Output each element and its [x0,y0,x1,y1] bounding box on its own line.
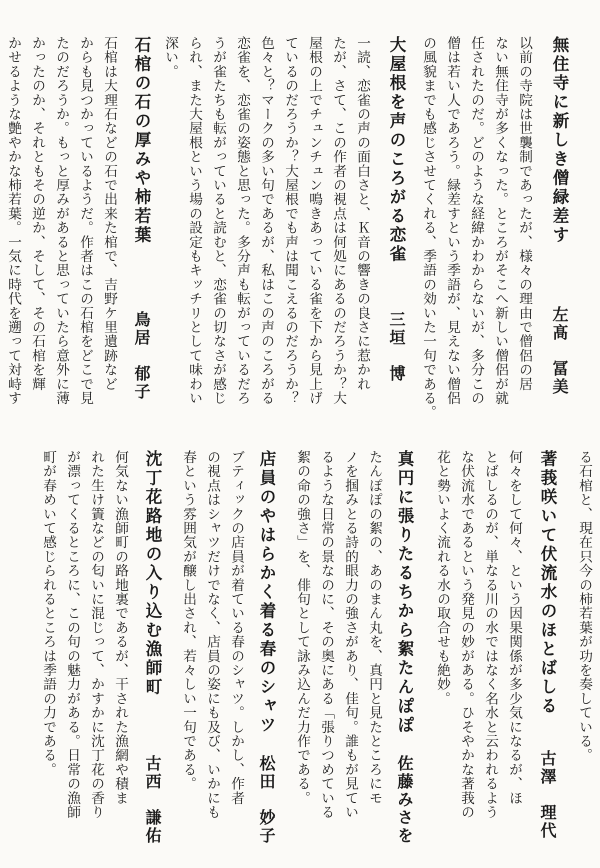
body-line: が漂ってくるところに、この句の魅力がある。日常の漁師 [64,450,80,820]
body-line: たが、さて、この作者の視点は何処にあるのだろうか？大 [330,36,346,406]
body-line: 春という雰囲気が醸し出され、若々しい一句である。 [180,450,196,791]
article-title: 無住寺に新しき僧緑差す [550,36,569,245]
article-author: 鳥居 郁子 [132,311,151,401]
article-author: 佐藤みさを [395,755,414,845]
body-line: 一読、恋雀の声の面白さと、Ｋ音の響きの良さに惹かれ [354,36,370,391]
body-line: かせるような艶やかな柿若葉。一気に時代を遡って対峙す [5,36,21,406]
body-line: からも見つかっているようだ。作者はこの石棺をどこで見 [77,36,93,406]
body-line: かったのか、それともその逆か、そして、その石棺を輝 [29,36,45,391]
body-line: 僧は若い人であろう。緑差すという季語が、見えない僧侶 [444,36,460,406]
body-line: 何気ない漁師町の路地裏であるが、干された漁網や積ま [112,450,128,805]
body-line: の視点はシャツだけでなく、店員の姿にも及び、いかにも [204,450,220,820]
body-line: たのだろうか。もっと厚みがあると思っていたら意外に薄 [53,36,69,406]
body-line: うが雀たちも転がっていると読むと、恋雀の切なさが感じ [210,36,226,406]
body-line: られ、また大屋根という場の設定もキッチリとして味わい [186,36,202,406]
body-line: 以前の寺院は世襲制であったが、様々の理由で僧侶の居 [516,36,532,391]
body-line: ブティックの店員が着ている春のシャツ。しかし、作者 [228,450,244,805]
body-line: 石棺は大理石などの石で出来た棺で、吉野ケ里遺跡など [101,36,117,391]
article-title: 著莪咲いて伏流水のほとばしる [538,450,557,716]
body-line: 町が春めいて感じられるところは季語の力である。 [40,450,56,777]
body-line: 深い。 [162,36,178,79]
body-line: る石棺と、現在只今の柿若葉が功を奏している。 [576,450,592,763]
body-line: な伏流水であるという発見の妙がある。ひそやかな著莪の [458,450,474,820]
body-line: 任されたのだ。どのような経緯かわからないが、多分この [468,36,484,406]
article-title: 沈丁花路地の入り込む漁師町 [143,450,162,697]
article-author: 三垣 博 [387,311,406,383]
body-line: 色々と？マークの多い句であるが、私はこの声のころがる [258,36,274,406]
body-line: ない無住寺が多くなった。ところがそこへ新しい僧侶が就 [492,36,508,406]
body-line: とばしるのが、単なる川の水ではなく名水と云われるよう [482,450,498,820]
article-author: 古澤 理代 [538,750,557,840]
body-line: の風貌までも感じさせてくれる、季語の効いた一句である。 [420,36,436,420]
article-title: 真円に張りたるちから絮たんぽぽ [395,450,414,735]
article-author: 古西 謙佑 [143,755,162,845]
body-line: 屋根の上でチュンチュン鳴きあっている雀を下から見上げ [306,36,322,406]
article-title: 石棺の石の厚みや柿若葉 [132,36,151,245]
body-line: ているのだろうか？大屋根でも声は聞こえるのだろうか？ [282,36,298,406]
body-line: 花と勢いよく流れる水の取合せも絶妙。 [434,450,450,706]
body-line: 絮の命の強さ」を、俳句として詠み込んだ力作である。 [294,450,310,805]
body-line: 恋雀を、恋雀の姿態と思った。多分声も転がっているだろ [234,36,250,406]
body-line: たんぽぽの絮の、あのまん丸を、真円と見たところにモ [366,450,382,805]
body-line: れた生け簀などの匂いに混じって、かすかに沈丁花の香り [88,450,104,820]
article-author: 松田 妙子 [257,755,276,845]
body-line: 何々をして何々、という因果関係が多少気になるが、ほ [506,450,522,805]
article-author: 左髙 冨美 [550,306,569,396]
body-line: ノを掴みとる詩的眼力の強さがあり、佳句。誰もが見てい [342,450,358,820]
article-title: 大屋根を声のころがる恋雀 [387,36,406,264]
body-line: るような日常の景なのに、その奥にある「張りつめている [318,450,334,820]
article-title: 店員のやはらかく着る春のシャツ [257,450,276,735]
